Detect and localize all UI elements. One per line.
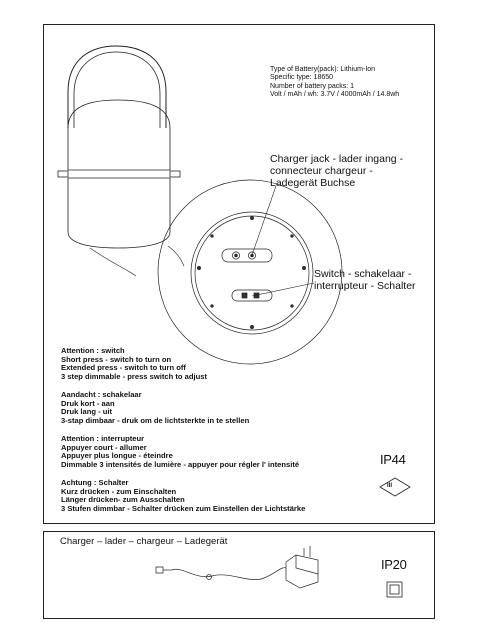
spec-voltage: Volt / mAh / wh: 3.7V / 4000mAh / 14.8wh [270,91,400,99]
instruction-line: Appuyer plus longue - éteindre [61,451,173,461]
charger-jack-callout [270,153,403,189]
callout-line: Switch - schakelaar - [314,268,412,280]
instruction-line: Druk lang - uit [61,407,113,417]
double-insulation-symbol [387,582,402,597]
charger-drawing [156,546,318,588]
instruction-line: Appuyer court - allumer [61,442,147,452]
instruction-line: Achtung : Schalter [61,478,129,487]
instruction-line: Kurz drücken - zum Einschalten [61,486,177,496]
instruction-line: Attention : interrupteur [61,434,145,443]
callout-line: Ladegerät Buchse [270,177,356,189]
ip44-rating: IP44 [380,452,406,467]
instruction-line: 3 step dimmable - press switch to adjust [61,371,208,381]
spec-pack-count: Number of battery packs: 1 [270,82,355,90]
instruction-line: Aandacht : schakelaar [61,390,142,399]
spec-battery-type: Type of Battery(pack): Lithium-Ion [270,66,376,73]
instructions-english [61,347,207,381]
class-3-label: III [387,483,393,489]
instruction-line: Attention : switch [61,346,125,355]
zoom-connector [90,246,184,276]
callout-line: connecteur chargeur - [270,165,373,177]
switch-callout [314,268,416,292]
leader-lines [252,186,314,296]
callout-line: interrupteur - Schalter [314,280,416,292]
instruction-line: Dimmable 3 intensités de lumière - appuyer pour régler l' intensité [61,459,300,469]
ip20-rating: IP20 [381,557,407,572]
instruction-line: Länger drücken- zum Ausschalten [61,495,185,505]
instruction-line: 3 Stufen dimmbar - Schalter drücken zum Einstellen der Lichtstärke [61,503,306,513]
instructions-french [61,435,299,469]
lamp-illustration [58,46,180,248]
instruction-line: 3-stap dimbaar - druk om de lichtsterkte in te stellen [61,415,250,425]
battery-specs [270,66,399,100]
instruction-line: Extended press - switch to turn off [61,363,186,373]
charger-label: Charger – lader – chargeur – Ladegerät [60,536,228,547]
instruction-line: Short press - switch to turn on [61,354,172,364]
instruction-line: Druk kort - aan [61,398,115,408]
instructions-german [61,479,305,513]
instructions-dutch [61,391,249,425]
class-3-symbol [380,478,410,496]
spec-specific-type: Specific type: 18650 [270,74,334,82]
callout-line: Charger jack - lader ingang - [270,153,404,165]
